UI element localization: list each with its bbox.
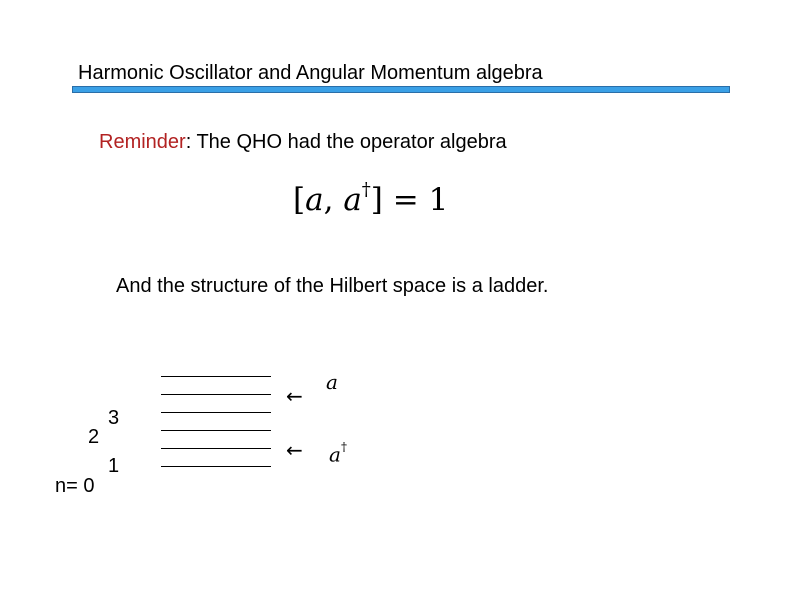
raising-operator-dagger: † — [340, 440, 347, 454]
ladder-rung — [161, 376, 271, 377]
title-underline — [72, 86, 730, 93]
level-label-2: 2 — [88, 426, 100, 448]
equation-open-bracket: [ — [293, 182, 306, 218]
ladder-rung — [161, 466, 271, 467]
equation-a-dagger: a — [343, 182, 362, 218]
level-label-3: 3 — [108, 407, 120, 429]
ladder-rung — [161, 430, 271, 431]
ladder-rung — [161, 394, 271, 395]
reminder-label: Reminder — [99, 131, 186, 153]
raising-operator-label — [329, 440, 347, 467]
raising-operator-a: a — [329, 442, 341, 467]
level-label-n0: n= 0 — [55, 475, 95, 497]
lowering-operator-label: a — [326, 370, 338, 394]
equation-equals-one: = 1 — [382, 182, 449, 218]
left-arrow-icon: ← — [286, 384, 303, 408]
slide-title: Harmonic Oscillator and Angular Momentum algebra — [78, 62, 543, 84]
equation-dagger-symbol: † — [361, 178, 371, 200]
equation-comma: , — [323, 182, 344, 218]
equation-close-bracket: ] — [370, 182, 383, 218]
ladder-rung — [161, 412, 271, 413]
level-label-1: 1 — [108, 455, 120, 477]
ladder-rung — [161, 448, 271, 449]
reminder-line — [99, 131, 507, 154]
commutator-equation — [293, 178, 449, 218]
ladder-statement: And the structure of the Hilbert space is a ladder. — [116, 275, 549, 297]
equation-a: a — [305, 182, 324, 218]
left-arrow-icon: ← — [286, 438, 303, 462]
reminder-text: : The QHO had the operator algebra — [185, 131, 507, 153]
